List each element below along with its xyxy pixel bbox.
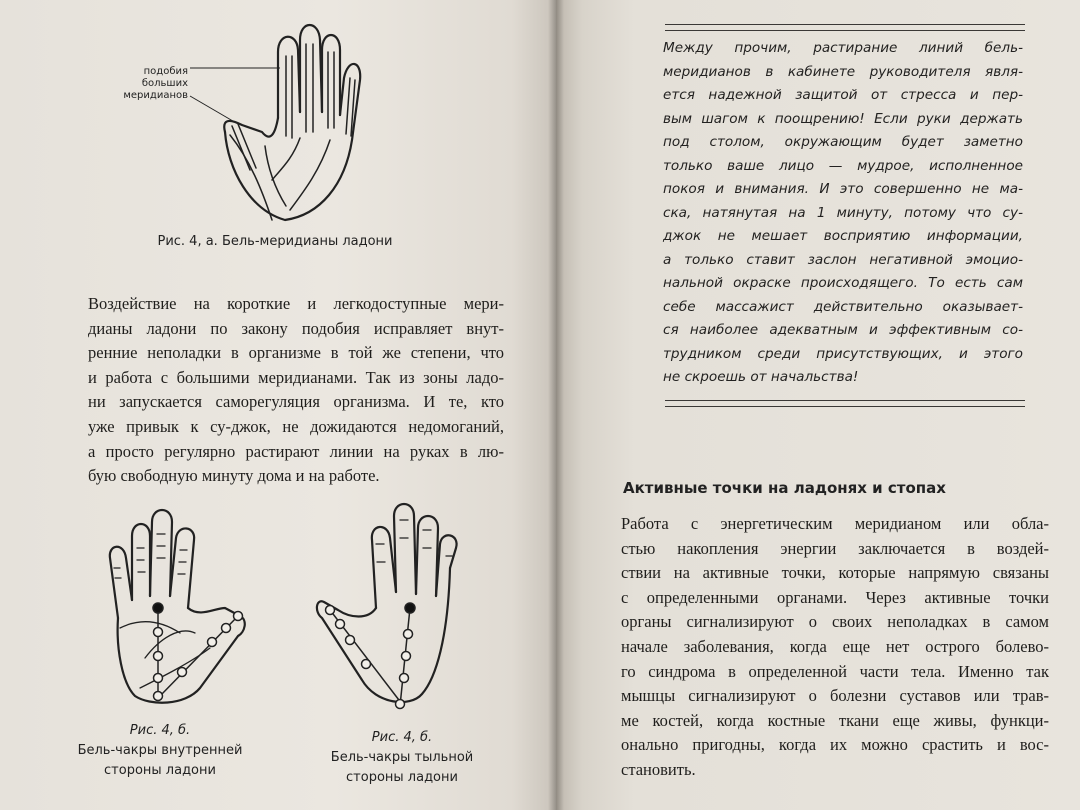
figure-4a-caption: [140, 232, 410, 252]
text-line: мышцы сигнализируют о болезни суставов или трав-: [621, 686, 1049, 706]
text-line: дианы ладони по закону подобия исправляет внут-: [88, 318, 504, 338]
caption-line: стороны ладони: [104, 763, 216, 778]
palm-meridians-illustration: [180, 20, 380, 230]
caption-line: Бель-чакры тыльной: [330, 750, 474, 765]
caption-text: Рис. 4, а. Бель-меридианы ладони: [157, 234, 393, 249]
meridian-label: [92, 66, 188, 102]
text-line: онально пригодны, когда их можно срастить и вос-: [621, 735, 1049, 755]
note-line: вым шагом к поощрению! Если руки держать: [663, 110, 1023, 127]
caption-line: Рис. 4, б.: [129, 723, 191, 738]
caption-line: Рис. 4, б.: [371, 730, 433, 745]
note-line: нальной окраске происходящего. То есть сам: [663, 275, 1023, 291]
note-top-rule: [665, 24, 1025, 31]
text-line: и работа с большими меридианами. Так из зоны ладо-: [88, 367, 504, 387]
note-line: себе массажист действительно оказывает-: [663, 298, 1023, 315]
text-line: ме костей, когда костные ткани еще живы, функци-: [621, 710, 1049, 730]
note-line: трудником среди присутствующих, и этого: [663, 345, 1023, 362]
note-line: меридианов в кабинете руководителя явля-: [663, 63, 1023, 80]
left-body-paragraph: [88, 292, 504, 489]
text-line: стью накопления энергии заключается в воздей-: [621, 538, 1049, 558]
text-line: Работа с энергетическим меридианом или обла-: [621, 514, 1049, 533]
side-note-box: [663, 37, 1023, 390]
note-bottom-rule: [665, 400, 1025, 407]
caption-line: Бель-чакры внутренней: [77, 743, 243, 758]
text-line: а просто регулярно растирают линии на руках в лю-: [88, 441, 504, 461]
note-line: только ваше лицо — мудрое, исполненное: [663, 157, 1023, 174]
text-line: бую свободную минуту дома и на работе.: [88, 466, 380, 486]
note-line: не скроешь от начальства!: [663, 369, 859, 385]
figure-4b-inner-caption: [70, 721, 250, 781]
label-line: больших: [141, 78, 188, 89]
text-line: ни запускается саморегуляция организма. И те, кто: [88, 392, 504, 412]
text-line: с определенными органами. Через активные точки: [621, 587, 1049, 607]
note-line: ется надежной защитой от стресса и пер-: [663, 87, 1023, 103]
note-line: Между прочим, растирание линий бель-: [663, 40, 1023, 56]
text-line: органы сигнализируют о своих неполадках в самом: [621, 612, 1049, 632]
note-line: под столом, окружающим будет заметно: [663, 134, 1023, 150]
note-line: джок не мешает восприятию информации,: [663, 228, 1023, 244]
note-line: ска, натянутая на 1 минуту, потому что су-: [663, 204, 1023, 221]
figure-4b-outer-caption: [312, 728, 492, 788]
text-line: ствии на активные точки, которые напрямую связаны: [621, 563, 1049, 583]
text-line: Воздействие на короткие и легкодоступные мери-: [88, 294, 504, 313]
label-line: меридианов: [123, 90, 188, 101]
text-line: ренние неполадки в организме в той же степени, что: [88, 343, 504, 363]
caption-line: стороны ладони: [346, 770, 458, 785]
label-line: подобия: [143, 66, 188, 77]
text-line: начале заболевания, когда еще нет острого болево-: [621, 636, 1049, 656]
right-body-paragraph: [621, 512, 1049, 783]
text-line: уже привык к су-джок, не дожидаются недомоганий,: [88, 416, 504, 436]
section-heading: Активные точки на ладонях и стопах: [623, 479, 946, 497]
note-line: ся наиболее адекватным и эффективным со-: [663, 322, 1023, 338]
note-line: а только ставит заслон негативной эмоцио-: [663, 251, 1023, 268]
back-hand-chakra-illustration: [310, 508, 470, 718]
text-line: го синдрома в определенной части тела. Именно так: [621, 661, 1049, 681]
inner-palm-chakra-illustration: [100, 508, 250, 708]
note-line: покоя и внимания. И это совершенно не ма-: [663, 181, 1023, 197]
text-line: становить.: [621, 759, 696, 779]
